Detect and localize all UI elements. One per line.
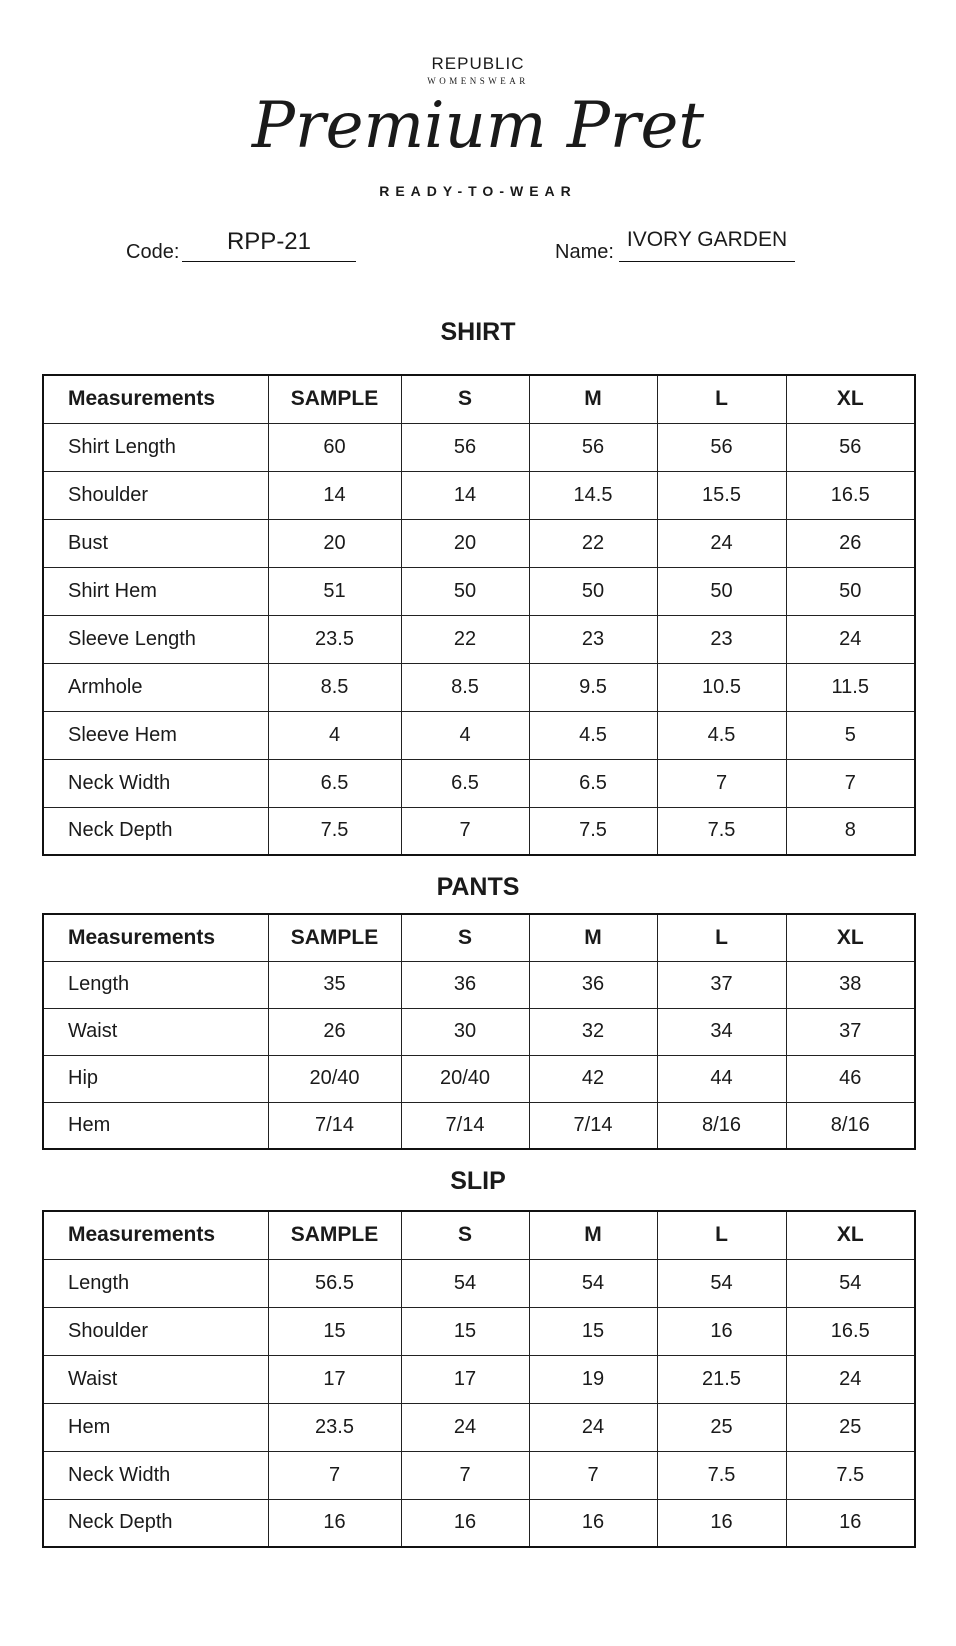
code-value: RPP-21 (226, 228, 312, 255)
measurement-value: 46 (786, 1055, 915, 1102)
measurement-value: 15.5 (657, 471, 786, 519)
measurement-value: 24 (657, 519, 786, 567)
measurement-value: 26 (268, 1008, 401, 1055)
measurement-value: 24 (786, 1355, 915, 1403)
measurement-value: 37 (657, 961, 786, 1008)
measurement-value: 6.5 (529, 759, 657, 807)
measurement-label: Hem (43, 1102, 268, 1149)
table-row (43, 1259, 915, 1307)
measurement-value: 14 (401, 471, 529, 519)
name-field (555, 224, 795, 264)
measurement-value: 8/16 (657, 1102, 786, 1149)
measurement-label: Length (43, 961, 268, 1008)
column-header: S (401, 375, 529, 423)
measurement-value: 4 (401, 711, 529, 759)
measurement-value: 34 (657, 1008, 786, 1055)
measurement-value: 16 (529, 1499, 657, 1547)
brand-name: REPUBLIC (431, 54, 525, 73)
measurement-value: 24 (529, 1403, 657, 1451)
measurement-value: 7 (529, 1451, 657, 1499)
measurement-value: 56 (401, 423, 529, 471)
code-label: Code: (126, 241, 180, 263)
table-row (43, 759, 915, 807)
measurement-value: 42 (529, 1055, 657, 1102)
shirt-table (42, 374, 916, 856)
column-header: Measurements (43, 375, 268, 423)
measurement-value: 20/40 (268, 1055, 401, 1102)
slip-title: SLIP (450, 1167, 506, 1195)
measurement-value: 8.5 (401, 663, 529, 711)
table-row (43, 711, 915, 759)
measurement-value: 11.5 (786, 663, 915, 711)
name-label: Name: (555, 241, 614, 263)
column-header: L (657, 914, 786, 961)
code-underline (182, 261, 356, 262)
column-header: M (529, 1211, 657, 1259)
measurement-value: 14.5 (529, 471, 657, 519)
measurement-value: 9.5 (529, 663, 657, 711)
measurement-value: 23.5 (268, 1403, 401, 1451)
measurement-label: Shoulder (43, 471, 268, 519)
measurement-value: 10.5 (657, 663, 786, 711)
measurement-value: 7 (786, 759, 915, 807)
measurement-value: 50 (786, 567, 915, 615)
measurement-value: 15 (401, 1307, 529, 1355)
measurement-label: Shirt Length (43, 423, 268, 471)
measurement-value: 4.5 (657, 711, 786, 759)
measurement-value: 16 (657, 1499, 786, 1547)
table-row (43, 1451, 915, 1499)
shirt-title: SHIRT (440, 318, 516, 346)
measurement-value: 7/14 (268, 1102, 401, 1149)
table-row (43, 1008, 915, 1055)
table-row (43, 519, 915, 567)
column-header: SAMPLE (268, 914, 401, 961)
measurement-value: 16 (657, 1307, 786, 1355)
brand-script-title: Premium Pret (251, 89, 705, 163)
measurement-value: 8/16 (786, 1102, 915, 1149)
measurement-value: 56.5 (268, 1259, 401, 1307)
measurement-value: 54 (657, 1259, 786, 1307)
measurement-value: 32 (529, 1008, 657, 1055)
measurement-value: 17 (401, 1355, 529, 1403)
measurement-label: Neck Width (43, 1451, 268, 1499)
table-row (43, 663, 915, 711)
measurement-value: 4 (268, 711, 401, 759)
measurement-value: 22 (529, 519, 657, 567)
measurement-value: 20/40 (401, 1055, 529, 1102)
table-row (43, 1355, 915, 1403)
measurement-value: 6.5 (268, 759, 401, 807)
column-header: S (401, 914, 529, 961)
column-header: Measurements (43, 1211, 268, 1259)
measurement-value: 54 (786, 1259, 915, 1307)
measurement-label: Hip (43, 1055, 268, 1102)
measurement-value: 24 (786, 615, 915, 663)
name-underline (619, 261, 795, 262)
measurement-value: 7 (401, 1451, 529, 1499)
measurement-value: 15 (268, 1307, 401, 1355)
table-row (43, 1403, 915, 1451)
measurement-value: 16 (268, 1499, 401, 1547)
measurement-value: 54 (401, 1259, 529, 1307)
column-header: SAMPLE (268, 375, 401, 423)
brand-tagline: READY-TO-WEAR (379, 183, 577, 199)
measurement-value: 56 (529, 423, 657, 471)
measurement-value: 60 (268, 423, 401, 471)
measurement-label: Armhole (43, 663, 268, 711)
measurement-value: 6.5 (401, 759, 529, 807)
measurement-value: 4.5 (529, 711, 657, 759)
brand-subtitle: WOMENSWEAR (427, 76, 529, 86)
measurement-label: Neck Width (43, 759, 268, 807)
table-row (43, 615, 915, 663)
column-header: L (657, 1211, 786, 1259)
measurement-value: 30 (401, 1008, 529, 1055)
measurement-label: Shoulder (43, 1307, 268, 1355)
measurement-value: 36 (529, 961, 657, 1008)
measurement-label: Waist (43, 1008, 268, 1055)
measurement-value: 5 (786, 711, 915, 759)
measurement-label: Shirt Hem (43, 567, 268, 615)
measurement-value: 23.5 (268, 615, 401, 663)
measurement-value: 7.5 (657, 1451, 786, 1499)
table-row (43, 1499, 915, 1547)
table-row (43, 961, 915, 1008)
measurement-value: 22 (401, 615, 529, 663)
measurement-label: Bust (43, 519, 268, 567)
pants-table (42, 913, 916, 1150)
measurement-value: 56 (786, 423, 915, 471)
measurement-value: 50 (401, 567, 529, 615)
table-row (43, 567, 915, 615)
measurement-value: 17 (268, 1355, 401, 1403)
table-row (43, 1307, 915, 1355)
measurement-value: 7.5 (657, 807, 786, 855)
measurement-value: 44 (657, 1055, 786, 1102)
measurement-value: 7.5 (786, 1451, 915, 1499)
header-row (43, 914, 915, 961)
measurement-value: 35 (268, 961, 401, 1008)
measurement-value: 56 (657, 423, 786, 471)
column-header: XL (786, 1211, 915, 1259)
measurement-value: 7 (657, 759, 786, 807)
column-header: Measurements (43, 914, 268, 961)
measurement-label: Hem (43, 1403, 268, 1451)
measurement-value: 50 (657, 567, 786, 615)
measurement-value: 7/14 (401, 1102, 529, 1149)
measurement-value: 8.5 (268, 663, 401, 711)
measurement-value: 38 (786, 961, 915, 1008)
measurement-value: 21.5 (657, 1355, 786, 1403)
measurement-value: 26 (786, 519, 915, 567)
measurement-label: Length (43, 1259, 268, 1307)
header-row (43, 375, 915, 423)
measurement-value: 7.5 (529, 807, 657, 855)
measurement-value: 50 (529, 567, 657, 615)
measurement-value: 23 (529, 615, 657, 663)
measurement-label: Sleeve Length (43, 615, 268, 663)
measurement-label: Neck Depth (43, 807, 268, 855)
measurement-label: Waist (43, 1355, 268, 1403)
measurement-value: 37 (786, 1008, 915, 1055)
column-header: XL (786, 914, 915, 961)
column-header: M (529, 375, 657, 423)
table-row (43, 471, 915, 519)
measurement-value: 7 (401, 807, 529, 855)
table-row (43, 423, 915, 471)
measurement-value: 25 (657, 1403, 786, 1451)
measurement-value: 16.5 (786, 471, 915, 519)
measurement-value: 15 (529, 1307, 657, 1355)
measurement-value: 16 (786, 1499, 915, 1547)
column-header: M (529, 914, 657, 961)
measurement-value: 7.5 (268, 807, 401, 855)
measurement-value: 7/14 (529, 1102, 657, 1149)
column-header: L (657, 375, 786, 423)
measurement-label: Sleeve Hem (43, 711, 268, 759)
measurement-label: Neck Depth (43, 1499, 268, 1547)
measurement-value: 20 (268, 519, 401, 567)
column-header: XL (786, 375, 915, 423)
pants-title: PANTS (436, 873, 520, 901)
measurement-value: 16 (401, 1499, 529, 1547)
column-header: SAMPLE (268, 1211, 401, 1259)
measurement-value: 36 (401, 961, 529, 1008)
measurement-value: 16.5 (786, 1307, 915, 1355)
measurement-value: 19 (529, 1355, 657, 1403)
measurement-value: 8 (786, 807, 915, 855)
measurement-value: 7 (268, 1451, 401, 1499)
measurement-value: 20 (401, 519, 529, 567)
slip-table (42, 1210, 916, 1548)
name-value: IVORY GARDEN (626, 228, 788, 251)
code-field (126, 224, 356, 264)
header-row (43, 1211, 915, 1259)
measurement-value: 14 (268, 471, 401, 519)
measurement-value: 54 (529, 1259, 657, 1307)
table-row (43, 1102, 915, 1149)
measurement-value: 24 (401, 1403, 529, 1451)
column-header: S (401, 1211, 529, 1259)
measurement-value: 51 (268, 567, 401, 615)
table-row (43, 1055, 915, 1102)
table-row (43, 807, 915, 855)
measurement-value: 23 (657, 615, 786, 663)
measurement-value: 25 (786, 1403, 915, 1451)
